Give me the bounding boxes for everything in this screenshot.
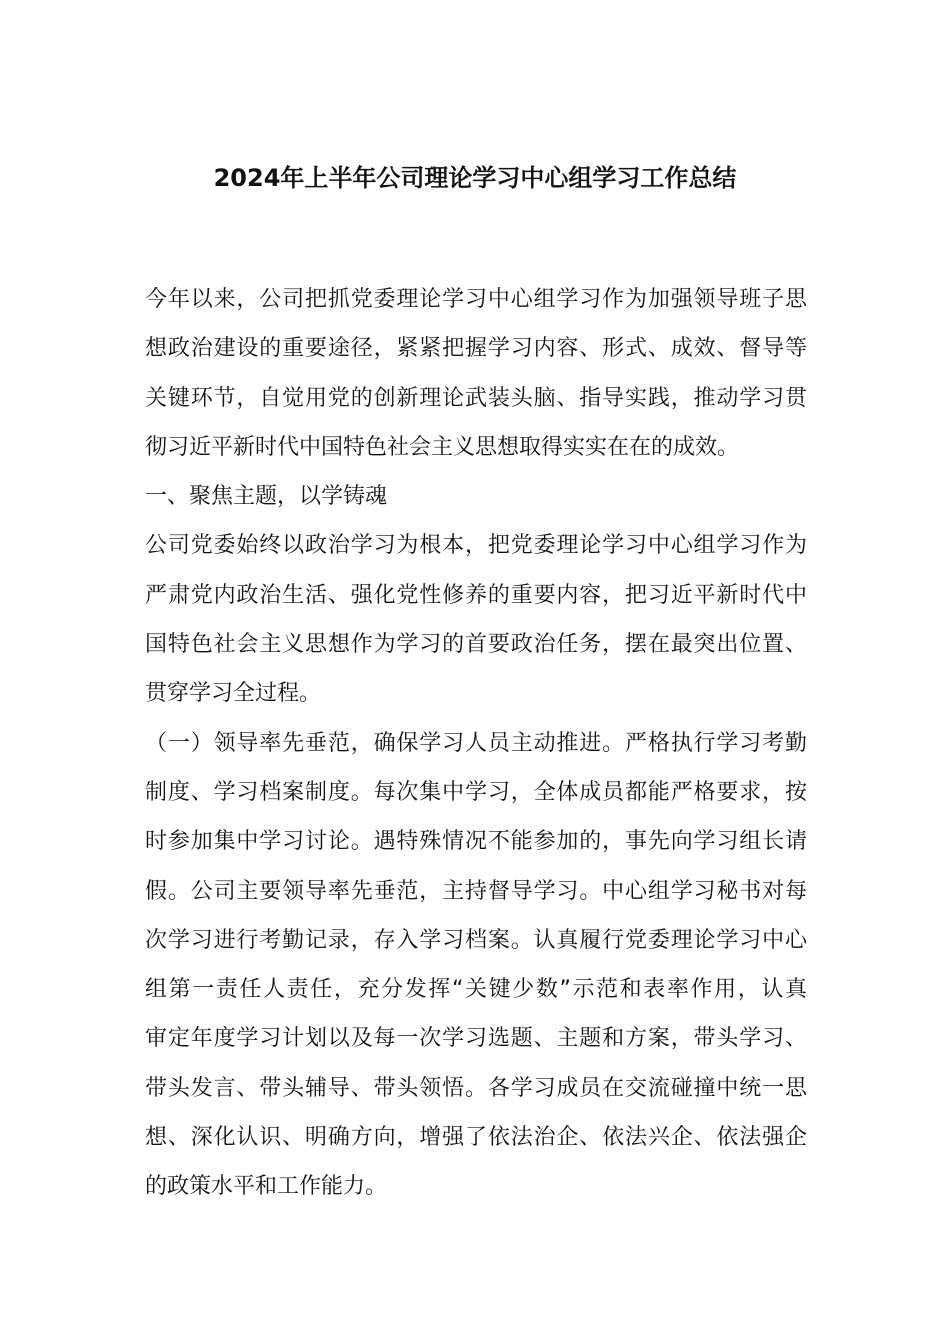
- text-line: 贯穿学习全过程。: [145, 681, 322, 707]
- text-line: 国特色社会主义思想作为学习的首要政治任务，摆在最突出位置、: [145, 632, 807, 658]
- text-line: 今年以来，公司把抓党委理论学习中心组学习作为加强领导班子思: [145, 287, 807, 312]
- text-line: 关键环节，自觉用党的创新理论武装头脑、指导实践，推动学习贯: [145, 385, 807, 411]
- text-line: 想政治建设的重要途径，紧紧把握学习内容、形式、成效、督导等: [145, 336, 807, 362]
- text-line: 制度、学习档案制度。每次集中学习，全体成员都能严格要求，按: [145, 779, 807, 805]
- text-line: 的政策水平和工作能力。: [145, 1174, 388, 1200]
- text-line: 假。公司主要领导率先垂范，主持督导学习。中心组学习秘书对每: [145, 878, 807, 904]
- text-line: 审定年度学习计划以及每一次学习选题、主题和方案，带头学习、: [145, 1026, 807, 1052]
- text-line: 次学习进行考勤记录，存入学习档案。认真履行党委理论学习中心: [145, 927, 807, 953]
- text-line: 组第一责任人责任，充分发挥“关键少数”示范和表率作用，认真: [145, 977, 807, 1003]
- text-line: 彻习近平新时代中国特色社会主义思想取得实实在在的成效。: [145, 434, 740, 460]
- text-line: 一、聚焦主题，以学铸魂: [145, 484, 388, 510]
- text-line: 严肃党内政治生活、强化党性修养的重要内容，把习近平新时代中: [145, 582, 807, 608]
- document-title: 2024年上半年公司理论学习中心组学习工作总结: [213, 164, 737, 192]
- text-line: 时参加集中学习讨论。遇特殊情况不能参加的，事先向学习组长请: [145, 829, 807, 855]
- text-line: （一）领导率先垂范，确保学习人员主动推进。严格执行学习考勤: [145, 730, 807, 756]
- document-body: [145, 282, 807, 1219]
- text-line: 公司党委始终以政治学习为根本，把党委理论学习中心组学习作为: [145, 533, 807, 559]
- text-line: 带头发言、带头辅导、带头领悟。各学习成员在交流碰撞中统一思: [145, 1075, 807, 1101]
- text-line: 想、深化认识、明确方向，增强了依法治企、依法兴企、依法强企: [145, 1125, 807, 1151]
